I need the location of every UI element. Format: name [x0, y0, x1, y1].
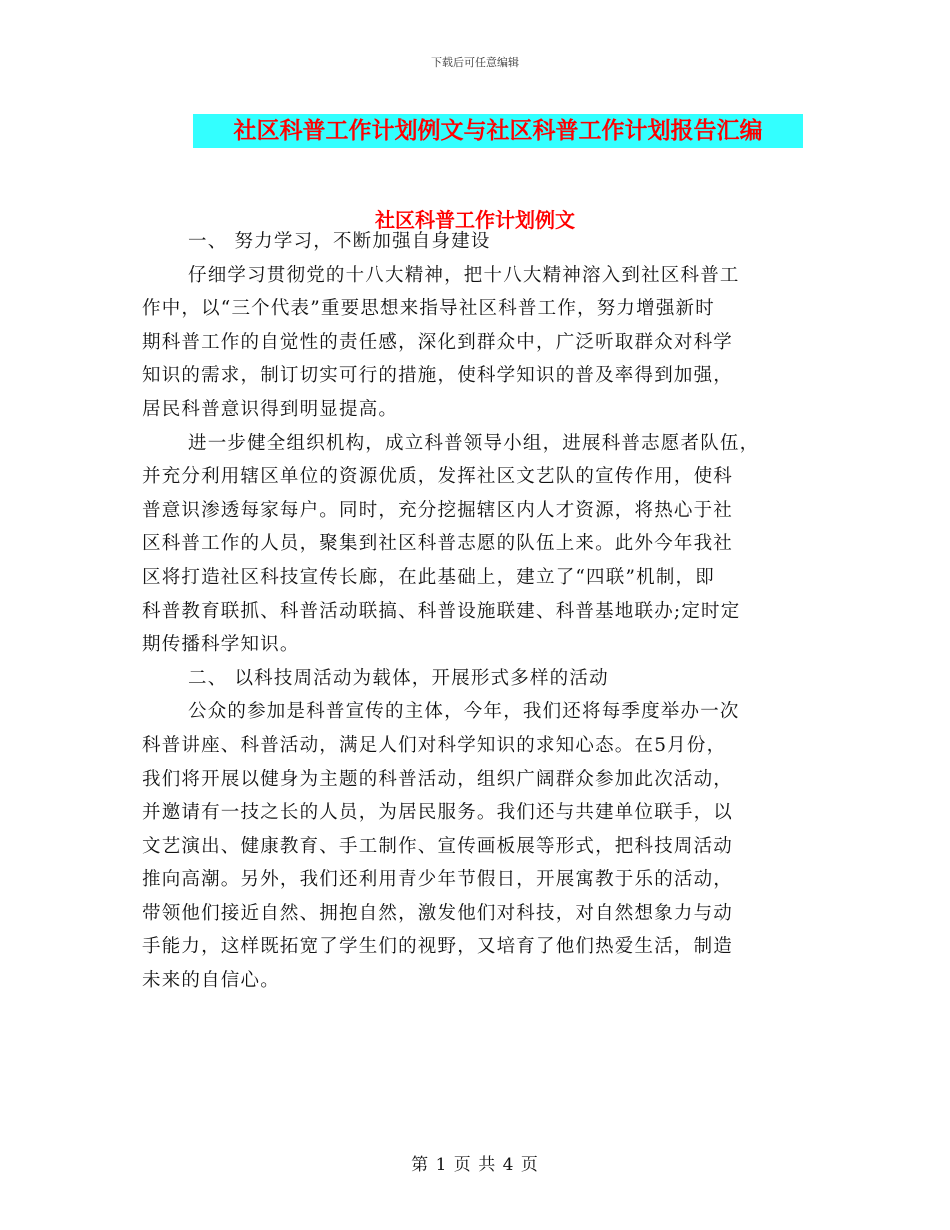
paragraph-line: 区科普工作的人员，聚集到社区科普志愿的队伍上来。此外今年我社	[142, 533, 734, 555]
document-body	[142, 225, 812, 998]
paragraph-line: 作中，以“三个代表”重要思想来指导社区科普工作，努力增强新时	[142, 298, 715, 320]
paragraph-line: 居民科普意识得到明显提高。	[142, 398, 399, 420]
paragraph-line: 带领他们接近自然、拥抱自然，激发他们对科技，对自然想象力与动	[142, 902, 734, 924]
paragraph-line: 推向高潮。另外，我们还利用青少年节假日，开展寓教于乐的活动，	[142, 869, 734, 891]
header-note: 下载后可任意编辑	[431, 56, 519, 69]
page-number: 第 1 页 共 4 页	[411, 1155, 539, 1175]
paragraph-line: 文艺演出、健康教育、手工制作、宣传画板展等形式，把科技周活动	[142, 835, 734, 857]
heading-line-1: 一、 努力学习，不断加强自身建设	[188, 231, 491, 252]
paragraph-line: 科普讲座、科普活动，满足人们对科学知识的求知心态。在5月份，	[142, 734, 727, 756]
paragraph-line: 期科普工作的自觉性的责任感，深化到群众中，广泛听取群众对科学	[142, 331, 734, 353]
document-title-highlight	[193, 114, 803, 148]
paragraph-line: 并充分利用辖区单位的资源优质，发挥社区文艺队的宣传作用，使科	[142, 466, 734, 488]
paragraph-line: 知识的需求，制订切实可行的措施，使科学知识的普及率得到加强，	[142, 365, 734, 387]
paragraph-line: 未来的自信心。	[142, 970, 280, 992]
paragraph-line: 科普教育联抓、科普活动联搞、科普设施联建、科普基地联办;定时定	[142, 600, 741, 622]
paragraph-line: 并邀请有一技之长的人员，为居民服务。我们还与共建单位联手，以	[142, 802, 734, 824]
paragraph-line: 我们将开展以健身为主题的科普活动，组织广阔群众参加此次活动，	[142, 768, 734, 790]
paragraph-line: 期传播科学知识。	[142, 634, 300, 656]
paragraph-line: 仔细学习贯彻党的十八大精神，把十八大精神溶入到社区科普工	[188, 264, 740, 286]
paragraph-line: 手能力，这样既拓宽了学生们的视野，又培育了他们热爱生活，制造	[142, 936, 734, 958]
paragraph-line: 普意识渗透每家每户。同时，充分挖掘辖区内人才资源，将热心于社	[142, 499, 734, 521]
document-title: 社区科普工作计划例文与社区科普工作计划报告汇编	[233, 117, 763, 144]
section-title: 社区科普工作计划例文	[375, 208, 575, 232]
paragraph-line: 区将打造社区科技宣传长廊，在此基础上，建立了“四联”机制，即	[142, 566, 715, 588]
heading-line-2: 二、 以科技周活动为载体，开展形式多样的活动	[188, 667, 609, 689]
paragraph-line: 公众的参加是科普宣传的主体，今年，我们还将每季度举办一次	[188, 701, 740, 723]
paragraph-line: 进一步健全组织机构，成立科普领导小组，进展科普志愿者队伍，	[188, 432, 760, 454]
